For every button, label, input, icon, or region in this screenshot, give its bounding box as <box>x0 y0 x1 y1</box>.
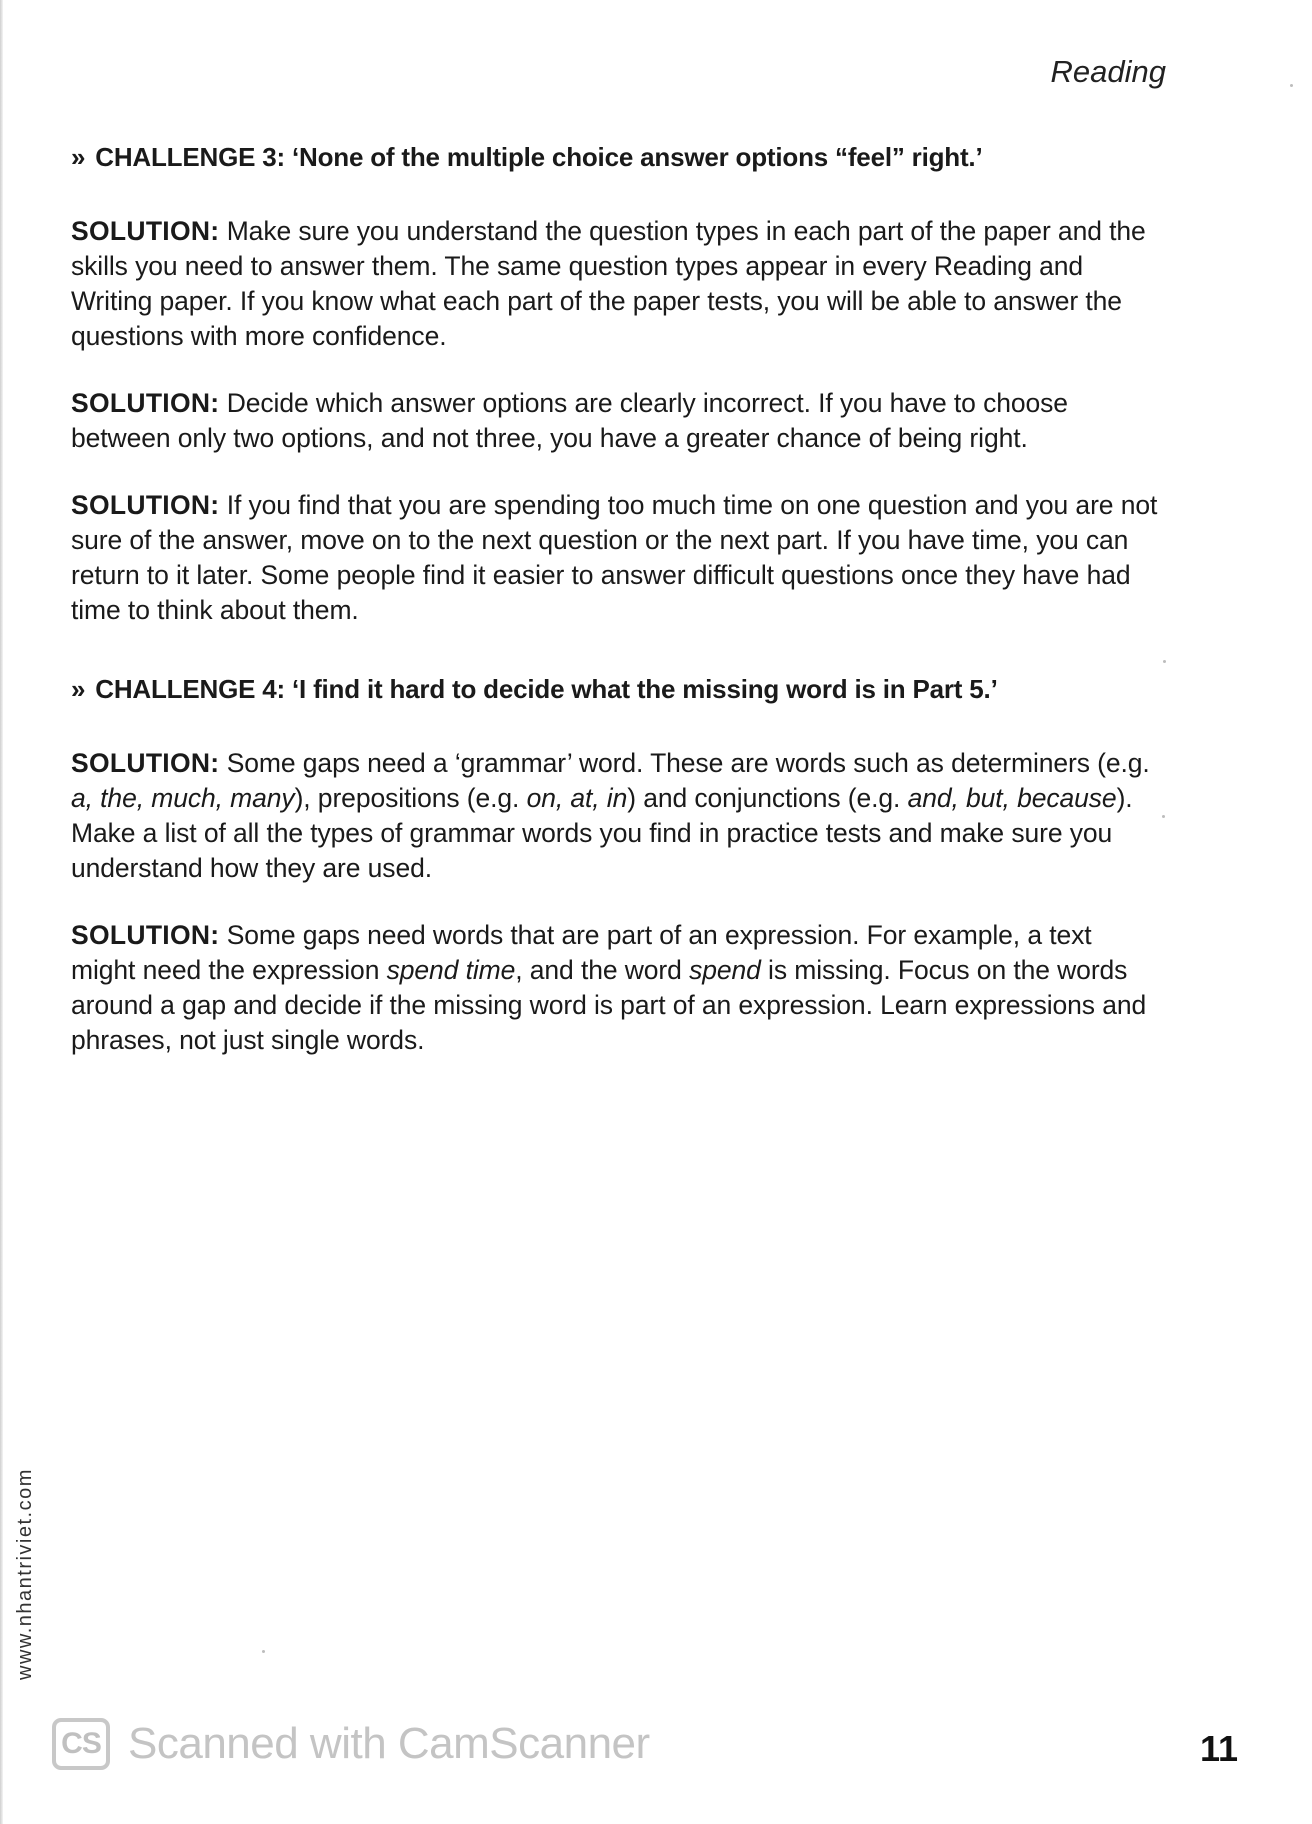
solution-text-part: ). Make a list of all the types of grammar words you find in practice tests and make sure you understand how they are used. <box>71 783 1133 883</box>
solution-text: Decide which answer options are clearly incorrect. If you have to choose between only two options, and not three, you have a greater chance of being right. <box>71 388 1068 453</box>
scan-speck <box>1162 815 1165 818</box>
example-words-prepositions: on, at, in <box>526 783 628 813</box>
solution-text: If you find that you are spending too much time on one question and you are not sure of the answer, move on to the next question or the next part. If you have time, you can return to it later. Some people find it easier to answer difficult questions once they have had time to think about them. <box>71 490 1158 625</box>
chevron-marker-icon: » <box>71 142 86 172</box>
scan-speck <box>1290 84 1293 87</box>
side-url-watermark: www.nhantriviet.com <box>14 1468 36 1680</box>
solution-label: SOLUTION: <box>71 388 220 418</box>
challenge-3-heading <box>71 140 1161 174</box>
camscanner-watermark <box>52 1718 650 1770</box>
example-word: spend <box>689 955 761 985</box>
camscanner-logo-icon: CS <box>52 1718 110 1770</box>
challenge-4-solution-2 <box>71 918 1161 1058</box>
page-number: 11 <box>1199 1728 1238 1769</box>
chevron-marker-icon: » <box>71 674 86 704</box>
challenge-4-solution-1 <box>71 746 1161 886</box>
solution-text: Make sure you understand the question types in each part of the paper and the skills you need to answer them. The same question types appear in every Reading and Writing paper. If you know what each part of the paper tests, you will be able to answer the questions with more confidence. <box>71 216 1146 351</box>
challenge-3-solution-1 <box>71 214 1161 354</box>
solution-text-part: , and the word <box>515 955 690 985</box>
solution-label: SOLUTION: <box>71 748 220 778</box>
challenge-4-title: CHALLENGE 4: ‘I find it hard to decide what the missing word is in Part 5.’ <box>95 674 998 704</box>
page-content <box>71 140 1161 1090</box>
solution-text-part: Some gaps need words that are part of an expression. For example, a text might need the expression <box>71 920 1092 985</box>
solution-text-part: ) and conjunctions (e.g. <box>627 783 908 813</box>
example-words-determiners: a, the, much, many <box>71 783 295 813</box>
running-header: Reading <box>1050 54 1166 89</box>
page-left-edge <box>0 0 3 1824</box>
scan-speck <box>1163 660 1166 663</box>
challenge-3-solution-2 <box>71 386 1161 456</box>
scan-speck <box>262 1650 265 1653</box>
challenge-3-solution-3 <box>71 488 1161 628</box>
solution-text-part: is missing. Focus on the words around a gap and decide if the missing word is part of an expression. Learn expressions and phrases, not just single words. <box>71 955 1147 1055</box>
challenge-3-title: CHALLENGE 3: ‘None of the multiple choice answer options “feel” right.’ <box>95 142 983 172</box>
solution-label: SOLUTION: <box>71 490 220 520</box>
solution-label: SOLUTION: <box>71 216 220 246</box>
solution-text-part: ), prepositions (e.g. <box>294 783 527 813</box>
solution-text-part: Some gaps need a ‘grammar’ word. These are words such as determiners (e.g. <box>226 748 1150 778</box>
camscanner-text: Scanned with CamScanner <box>128 1719 650 1768</box>
example-expression: spend time <box>386 955 516 985</box>
example-words-conjunctions: and, but, because <box>907 783 1117 813</box>
challenge-4-heading <box>71 672 1161 706</box>
solution-label: SOLUTION: <box>71 920 220 950</box>
